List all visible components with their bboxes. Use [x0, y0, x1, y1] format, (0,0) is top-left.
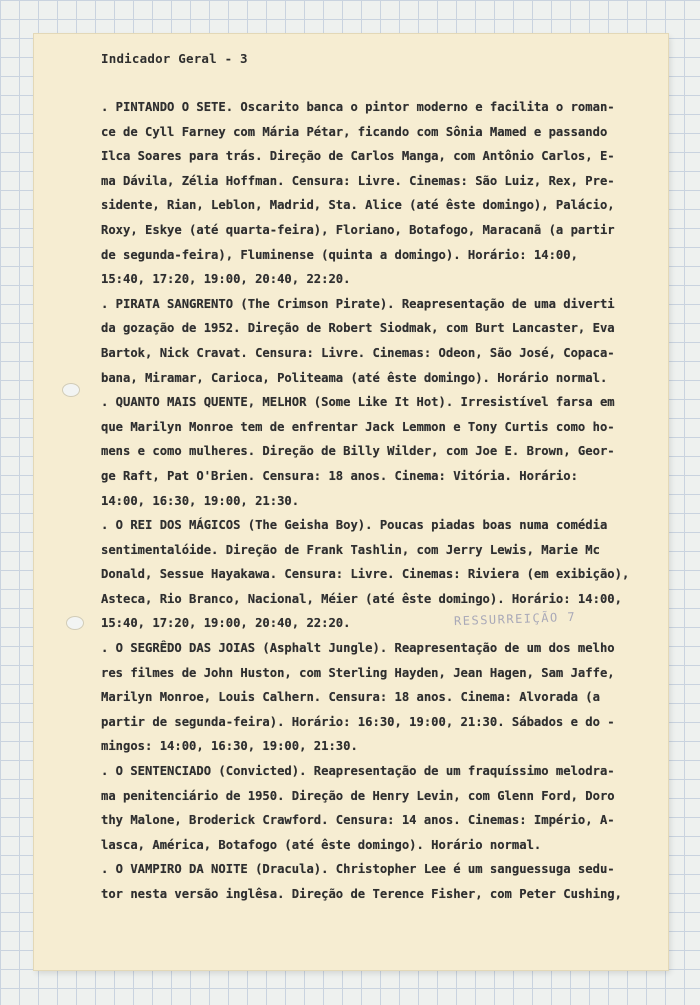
text-line: que Marilyn Monroe tem de enfrentar Jack Lemmon e Tony Curtis como ho-	[101, 419, 615, 434]
text-line: Donald, Sessue Hayakawa. Censura: Livre. Cinemas: Riviera (em exibição),	[101, 567, 630, 582]
text-line: da gozação de 1952. Direção de Robert Siodmak, com Burt Lancaster, Eva	[101, 321, 615, 336]
punch-hole	[62, 383, 80, 397]
text-line: de segunda-feira), Fluminense (quinta a domingo). Horário: 14:00,	[101, 247, 578, 262]
text-line: res filmes de John Huston, com Sterling Hayden, Jean Hagen, Sam Jaffe,	[101, 665, 615, 680]
text-line: Asteca, Rio Branco, Nacional, Méier (até êste domingo). Horário: 14:00,	[101, 591, 622, 606]
text-line: mens e como mulheres. Direção de Billy Wilder, com Joe E. Brown, Geor-	[101, 444, 615, 459]
text-line: 15:40, 17:20, 19:00, 20:40, 22:20.	[101, 616, 351, 631]
text-line: Bartok, Nick Cravat. Censura: Livre. Cinemas: Odeon, São José, Copaca-	[101, 345, 615, 360]
text-line: . PIRATA SANGRENTO (The Crimson Pirate). Reapresentação de uma diverti	[101, 296, 615, 311]
text-line: mingos: 14:00, 16:30, 19:00, 21:30.	[101, 739, 358, 754]
text-line: partir de segunda-feira). Horário: 16:30, 19:00, 21:30. Sábados e do -	[101, 714, 615, 729]
typed-text-body	[101, 95, 641, 907]
text-line: 15:40, 17:20, 19:00, 20:40, 22:20.	[101, 272, 351, 287]
typed-page	[34, 34, 668, 970]
page-header: Indicador Geral - 3	[101, 51, 248, 66]
text-line: . QUANTO MAIS QUENTE, MELHOR (Some Like It Hot). Irresistível farsa em	[101, 395, 615, 410]
text-line: 14:00, 16:30, 19:00, 21:30.	[101, 493, 300, 508]
faint-stamp-text: RESSURREIÇÃO 7	[453, 609, 577, 629]
text-line: . O SENTENCIADO (Convicted). Reapresentação de um fraquíssimo melodra-	[101, 764, 615, 779]
text-line: bana, Miramar, Carioca, Politeama (até êste domingo). Horário normal.	[101, 370, 608, 385]
text-line: sentimentalóide. Direção de Frank Tashlin, com Jerry Lewis, Marie Mc	[101, 542, 600, 557]
text-line: ge Raft, Pat O'Brien. Censura: 18 anos. Cinema: Vitória. Horário:	[101, 468, 578, 483]
text-line: thy Malone, Broderick Crawford. Censura: 14 anos. Cinemas: Império, A-	[101, 813, 615, 828]
text-line: . O SEGRÊDO DAS JOIAS (Asphalt Jungle). Reapresentação de um dos melho	[101, 641, 615, 656]
text-line: Roxy, Eskye (até quarta-feira), Floriano, Botafogo, Maracanã (a partir	[101, 222, 615, 237]
text-line: tor nesta versão inglêsa. Direção de Terence Fisher, com Peter Cushing,	[101, 887, 622, 901]
text-line: sidente, Rian, Leblon, Madrid, Sta. Alice (até êste domingo), Palácio,	[101, 198, 615, 213]
text-line: . PINTANDO O SETE. Oscarito banca o pintor moderno e facilita o roman-	[101, 100, 615, 114]
punch-hole	[66, 616, 84, 630]
text-line: Ilca Soares para trás. Direção de Carlos Manga, com Antônio Carlos, E-	[101, 149, 615, 164]
text-line: ma penitenciário de 1950. Direção de Henry Levin, com Glenn Ford, Doro	[101, 788, 615, 803]
text-line: Marilyn Monroe, Louis Calhern. Censura: 18 anos. Cinema: Alvorada (a	[101, 690, 600, 705]
text-line: ma Dávila, Zélia Hoffman. Censura: Livre. Cinemas: São Luiz, Rex, Pre-	[101, 173, 615, 188]
text-line: lasca, América, Botafogo (até êste domingo). Horário normal.	[101, 837, 542, 852]
text-line: . O VAMPIRO DA NOITE (Dracula). Christopher Lee é um sanguessuga sedu-	[101, 862, 615, 877]
text-line: ce de Cyll Farney com Mária Pétar, ficando com Sônia Mamed e passando	[101, 124, 608, 139]
text-line: . O REI DOS MÁGICOS (The Geisha Boy). Poucas piadas boas numa comédia	[101, 518, 608, 533]
